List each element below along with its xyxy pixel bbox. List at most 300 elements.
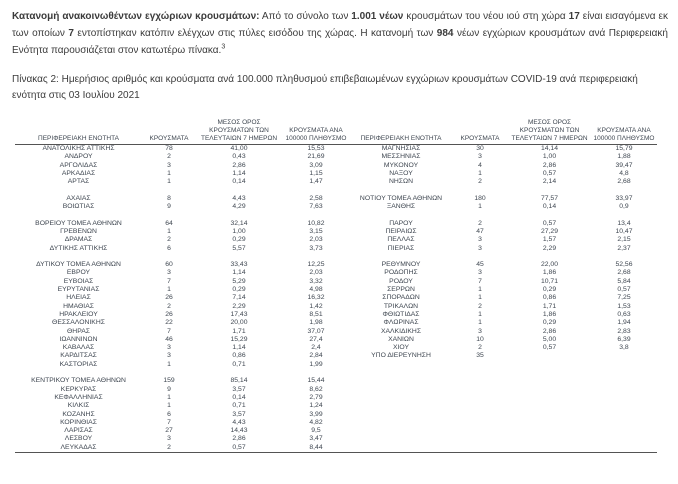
- cell-avg7-left: 15,29: [230, 335, 248, 343]
- cell-avg7-left: 1,14: [232, 344, 246, 352]
- cell-cases-right: 4: [478, 161, 482, 169]
- cell-cases-left: 7: [167, 277, 171, 285]
- cell-region-left: ΑΡΓΟΛΙΔΑΣ: [59, 161, 98, 169]
- cell-per100k-right: 4,8: [619, 169, 629, 177]
- cell-cases-right: 1: [478, 203, 482, 211]
- cell-avg7-left: 33,43: [230, 261, 248, 269]
- cell-cases-right: 180: [474, 194, 486, 202]
- cell-per100k-left: 2,03: [309, 269, 323, 277]
- cell-avg7-right: 0,14: [542, 203, 557, 211]
- cell-cases-right: 2: [478, 178, 482, 186]
- cell-cases-left: 46: [165, 335, 173, 343]
- cell-region-left: ΕΥΒΟΙΑΣ: [63, 277, 94, 285]
- empty-cell: [350, 369, 452, 377]
- cell-avg7-right: [508, 386, 591, 394]
- table-row: [15, 261, 657, 269]
- cell-avg7-right: 2,14: [542, 178, 557, 186]
- intro-total-new-cases: 1.001 νέων: [351, 11, 404, 22]
- cell-avg7-right: 5,00: [542, 335, 557, 343]
- table-row: [15, 228, 657, 236]
- cell-cases-right: 1: [478, 310, 482, 318]
- cell-avg7-right: [508, 427, 591, 435]
- cell-cases-left: 1: [167, 227, 171, 235]
- cell-cases-right: [452, 361, 508, 369]
- intro-text-3: είναι εισαγόμενα εκ των οποίων: [12, 11, 668, 39]
- table-row: [15, 245, 657, 253]
- cell-per100k-right: [591, 377, 657, 385]
- cell-cases-left: 22: [165, 319, 173, 327]
- cell-region-right: [350, 411, 452, 419]
- cell-per100k-left: 2,4: [311, 344, 321, 352]
- table-row: [15, 294, 657, 302]
- cell-per100k-left: 2,79: [309, 393, 323, 401]
- cell-per100k-right: 2,83: [617, 327, 631, 335]
- cell-region-right: ΤΡΙΚΑΛΩΝ: [383, 302, 419, 310]
- table-row: [15, 328, 657, 336]
- empty-cell: [508, 211, 591, 219]
- cell-avg7-right: 10,71: [540, 277, 558, 285]
- column-header-region-left: ΠΕΡΙΦΕΡΕΙΑΚΗ ΕΝΟΤΗΤΑ: [15, 119, 142, 145]
- empty-cell: [452, 211, 508, 219]
- cell-region-left: ΚΑΒΑΛΑΣ: [62, 344, 95, 352]
- empty-cell: [196, 369, 282, 377]
- intro-bold-lead: Κατανομή ανακοινωθέντων εγχώριων κρουσμάτων:: [12, 11, 260, 22]
- cell-cases-right: [452, 427, 508, 435]
- cell-region-right: ΥΠΟ ΔΙΕΡΕΥΝΗΣΗ: [371, 352, 431, 360]
- cell-per100k-right: 2,37: [617, 244, 631, 252]
- empty-cell: [452, 369, 508, 377]
- cell-region-left: ΑΡΤΑΣ: [67, 178, 90, 186]
- cell-per100k-left: 9,5: [311, 427, 321, 435]
- empty-cell: [508, 369, 591, 377]
- empty-cell: [350, 211, 452, 219]
- cell-cases-left: 1: [167, 402, 171, 410]
- table-row: [15, 344, 657, 352]
- cell-avg7-right: [508, 352, 591, 360]
- cell-per100k-left: 15,53: [307, 145, 325, 152]
- cell-cases-right: 3: [478, 153, 482, 161]
- cell-avg7-left: 4,43: [232, 194, 246, 202]
- cell-cases-right: 47: [476, 227, 484, 235]
- cell-per100k-left: 21,69: [307, 153, 325, 161]
- cell-avg7-right: 27,29: [540, 227, 558, 235]
- cell-per100k-left: 1,24: [309, 402, 323, 410]
- cell-avg7-left: 85,14: [230, 377, 248, 385]
- cell-region-left: ΔΥΤΙΚΟΥ ΤΟΜΕΑ ΑΘΗΝΩΝ: [36, 261, 121, 269]
- cell-avg7-left: 0,57: [196, 444, 282, 453]
- cell-region-left: ΚΑΡΔΙΤΣΑΣ: [60, 352, 97, 360]
- cell-cases-left: 6: [167, 410, 171, 418]
- cell-cases-left: 26: [165, 294, 173, 302]
- cell-region-left: ΔΥΤΙΚΗΣ ΑΤΤΙΚΗΣ: [49, 244, 108, 252]
- cell-avg7-right: [508, 361, 591, 369]
- spacer-row: [15, 186, 657, 194]
- cell-cases-right: 1: [478, 169, 482, 177]
- cell-per100k-right: 0,63: [617, 310, 631, 318]
- cell-per100k-left: 3,47: [309, 435, 323, 443]
- cell-avg7-left: 7,14: [232, 294, 246, 302]
- cell-cases-right: 3: [478, 236, 482, 244]
- cell-cases-left: 3: [167, 435, 171, 443]
- table-row: [15, 336, 657, 344]
- cell-region-right: ΜΥΚΟΝΟΥ: [383, 161, 419, 169]
- cell-cases-left: 78: [165, 145, 173, 152]
- cell-cases-right: 2: [478, 344, 482, 352]
- cell-region-left: ΕΒΡΟΥ: [66, 269, 91, 277]
- table-row: [15, 170, 657, 178]
- cell-per100k-right: [591, 352, 657, 360]
- cell-avg7-left: 0,29: [232, 236, 246, 244]
- cell-cases-left: 1: [167, 360, 171, 368]
- table-row: [15, 286, 657, 294]
- cell-cases-left: 9: [167, 385, 171, 393]
- cell-cases-left: 159: [163, 377, 175, 385]
- cell-cases-left: 7: [167, 327, 171, 335]
- cell-cases-right: [452, 394, 508, 402]
- cell-per100k-left: 4,98: [309, 286, 323, 294]
- table-row: [15, 386, 657, 394]
- cell-cases-left: 3: [167, 344, 171, 352]
- cell-region-right: [350, 435, 452, 443]
- table-row: [15, 361, 657, 369]
- cell-per100k-left: 37,07: [307, 327, 325, 335]
- cell-region-right: ΠΑΡΟΥ: [389, 219, 413, 227]
- cell-region-right: ΡΟΔΟΠΗΣ: [384, 269, 418, 277]
- cell-avg7-right: [508, 394, 591, 402]
- cell-avg7-left: 14,43: [230, 427, 248, 435]
- cell-per100k-left: 1,15: [309, 169, 323, 177]
- regional-cases-table: [15, 119, 657, 453]
- cell-cases-left: 3: [167, 161, 171, 169]
- cell-cases-right: [452, 419, 508, 427]
- cell-cases-right: 35: [476, 352, 484, 360]
- cell-cases-left: 9: [167, 203, 171, 211]
- spacer-row: [15, 369, 657, 377]
- cell-per100k-right: [591, 444, 657, 453]
- empty-cell: [350, 186, 452, 194]
- cell-cases-left: 8: [167, 194, 171, 202]
- cell-region-right: ΠΕΛΛΑΣ: [387, 236, 415, 244]
- cell-avg7-left: 0,43: [232, 153, 246, 161]
- cell-cases-left: 60: [165, 261, 173, 269]
- cell-per100k-right: 0,9: [619, 203, 629, 211]
- empty-cell: [142, 211, 196, 219]
- cell-per100k-right: [591, 435, 657, 443]
- cell-cases-left: 3: [167, 269, 171, 277]
- cell-per100k-right: [591, 427, 657, 435]
- cell-cases-right: [452, 402, 508, 410]
- cell-avg7-right: 1,86: [542, 310, 557, 318]
- cell-region-right: [350, 377, 452, 385]
- cell-per100k-left: 8,51: [309, 310, 323, 318]
- cell-region-left: ΒΟΙΩΤΙΑΣ: [62, 203, 95, 211]
- cell-per100k-left: 2,84: [309, 352, 323, 360]
- cell-region-right: ΣΠΟΡΑΔΩΝ: [382, 294, 420, 302]
- intro-text-1: Από το σύνολο των: [259, 11, 352, 22]
- table-row: [15, 319, 657, 327]
- cell-cases-right: [452, 377, 508, 385]
- cell-cases-right: 2: [478, 302, 482, 310]
- spacer-row: [15, 211, 657, 219]
- cell-cases-right: 45: [476, 261, 484, 269]
- cell-avg7-right: [508, 419, 591, 427]
- cell-cases-right: [452, 435, 508, 443]
- cell-cases-left: 2: [142, 444, 196, 453]
- cell-per100k-right: 1,88: [617, 153, 631, 161]
- cell-per100k-left: 1,42: [309, 302, 323, 310]
- table-body: [15, 145, 657, 453]
- cell-region-right: ΧΙΟΥ: [392, 344, 410, 352]
- intro-gate-detected-cases: 7: [68, 28, 74, 39]
- empty-cell: [452, 186, 508, 194]
- cell-avg7-right: 0,86: [542, 294, 557, 302]
- cell-avg7-right: 2,86: [542, 327, 557, 335]
- cell-per100k-left: 27,4: [309, 335, 323, 343]
- cell-avg7-left: 5,29: [232, 277, 246, 285]
- footnote-reference: 3: [221, 43, 226, 51]
- intro-domestic-cases: 984: [436, 28, 454, 39]
- intro-paragraph: [12, 8, 668, 59]
- cell-region-right: ΦΛΩΡΙΝΑΣ: [383, 319, 419, 327]
- empty-cell: [508, 253, 591, 261]
- cell-avg7-right: 1,86: [542, 269, 557, 277]
- cell-region-right: ΝΟΤΙΟΥ ΤΟΜΕΑ ΑΘΗΝΩΝ: [359, 194, 443, 202]
- cell-region-right: ΧΑΛΚΙΔΙΚΗΣ: [380, 327, 422, 335]
- table-row: [15, 220, 657, 228]
- cell-per100k-left: 10,82: [307, 219, 325, 227]
- empty-cell: [15, 186, 142, 194]
- cell-region-left: ΚΙΛΚΙΣ: [67, 402, 90, 410]
- cell-cases-right: [452, 386, 508, 394]
- cell-per100k-right: 39,47: [615, 161, 633, 169]
- cell-per100k-right: 33,97: [615, 194, 633, 202]
- table-row: [15, 411, 657, 419]
- column-header-per100k-right: ΚΡΟΥΣΜΑΤΑ ΑΝΑ 100000 ΠΛΗΘΥΣΜΟ: [591, 119, 657, 145]
- table-row: [15, 195, 657, 203]
- cell-cases-left: 3: [167, 352, 171, 360]
- column-header-avg7-left: ΜΕΣΟΣ ΟΡΟΣ ΚΡΟΥΣΜΑΤΩΝ ΤΩΝ ΤΕΛΕΥΤΑΙΩΝ 7 ΗΜΕΡΩΝ: [196, 119, 282, 145]
- cell-avg7-right: [508, 411, 591, 419]
- table-row: [15, 236, 657, 244]
- cell-avg7-right: 0,57: [542, 169, 557, 177]
- intro-imported-cases: 17: [568, 11, 580, 22]
- table-row: [15, 269, 657, 277]
- empty-cell: [350, 253, 452, 261]
- table-row: [15, 427, 657, 435]
- empty-cell: [282, 186, 350, 194]
- cell-region-right: ΧΑΝΙΩΝ: [388, 335, 414, 343]
- cell-per100k-right: 10,47: [615, 227, 633, 235]
- cell-region-left: ΑΝΔΡΟΥ: [64, 153, 93, 161]
- empty-cell: [282, 369, 350, 377]
- cell-region-left: ΕΥΡΥΤΑΝΙΑΣ: [57, 286, 100, 294]
- cell-avg7-left: 5,57: [232, 244, 246, 252]
- cell-region-left: ΙΩΑΝΝΙΝΩΝ: [59, 335, 98, 343]
- empty-cell: [196, 186, 282, 194]
- cell-region-left: ΘΕΣΣΑΛΟΝΙΚΗΣ: [52, 319, 105, 327]
- table-caption: Πίνακας 2: Ημερήσιος αριθμός και κρούσματα ανά 100.000 πληθυσμού επιβεβαιωμένων εγχώριων κρουσμάτων COVID-19 ανά περιφερειακή ενότητα στις 03 Ιουλίου 2021: [12, 74, 638, 101]
- cell-avg7-left: 3,57: [232, 385, 246, 393]
- intro-text-2: κρουσμάτων του νέου ιού στη χώρα: [403, 11, 569, 22]
- cell-cases-right: 10: [476, 335, 484, 343]
- spacer-row: [15, 253, 657, 261]
- table-row: [15, 352, 657, 360]
- empty-cell: [591, 186, 657, 194]
- cell-per100k-right: [591, 386, 657, 394]
- cell-per100k-left: 3,09: [309, 161, 323, 169]
- cell-region-left: ΛΕΥΚΑΔΑΣ: [15, 444, 142, 453]
- cell-per100k-right: [591, 419, 657, 427]
- cell-per100k-right: 0,57: [617, 286, 631, 294]
- table-row: [15, 419, 657, 427]
- cell-avg7-left: 2,29: [232, 302, 246, 310]
- cell-cases-right: 7: [478, 277, 482, 285]
- empty-cell: [196, 211, 282, 219]
- cell-region-left: ΗΡΑΚΛΕΙΟΥ: [59, 310, 98, 318]
- cell-region-right: [350, 394, 452, 402]
- cell-region-left: ΑΡΚΑΔΙΑΣ: [61, 169, 96, 177]
- cell-per100k-left: 12,25: [307, 261, 325, 269]
- cell-region-left: ΒΟΡΕΙΟΥ ΤΟΜΕΑ ΑΘΗΝΩΝ: [35, 219, 122, 227]
- cell-avg7-left: 41,00: [230, 145, 248, 152]
- table-row: [15, 178, 657, 186]
- empty-cell: [282, 253, 350, 261]
- cell-per100k-left: 3,32: [309, 277, 323, 285]
- cell-avg7-left: 0,71: [232, 360, 246, 368]
- empty-cell: [142, 186, 196, 194]
- cell-avg7-left: 1,14: [232, 169, 246, 177]
- cell-avg7-right: 2,86: [542, 161, 557, 169]
- cell-region-left: ΗΛΕΙΑΣ: [66, 294, 91, 302]
- cell-avg7-right: 0,57: [542, 219, 557, 227]
- cell-avg7-left: 4,43: [232, 418, 246, 426]
- column-header-per100k-left: ΚΡΟΥΣΜΑΤΑ ΑΝΑ 100000 ΠΛΗΘΥΣΜΟ: [282, 119, 350, 145]
- cell-region-right: [350, 361, 452, 369]
- cell-cases-left: 1: [167, 178, 171, 186]
- cell-avg7-left: 0,86: [232, 352, 246, 360]
- cell-avg7-left: 1,14: [232, 269, 246, 277]
- intro-text-5: νέων εγχώριων κρουσμάτων ανά Περιφερειακή Ενότητα παρουσιάζεται στον κατωτέρω πίνακα.: [12, 28, 668, 56]
- table-row: [15, 278, 657, 286]
- cell-region-right: ΣΕΡΡΩΝ: [387, 286, 415, 294]
- empty-cell: [142, 369, 196, 377]
- cell-region-right: [350, 419, 452, 427]
- cell-avg7-right: 0,29: [542, 319, 557, 327]
- cell-per100k-right: 13,4: [617, 219, 631, 227]
- cell-per100k-right: 15,79: [615, 145, 633, 152]
- cell-region-right: ΡΟΔΟΥ: [389, 277, 413, 285]
- cell-avg7-left: 0,29: [232, 286, 246, 294]
- cell-avg7-left: 0,71: [232, 402, 246, 410]
- cell-cases-left: 2: [167, 236, 171, 244]
- cell-per100k-right: 2,15: [617, 236, 631, 244]
- cell-avg7-left: 1,71: [232, 327, 246, 335]
- table-row: [15, 435, 657, 443]
- cell-per100k-right: 52,56: [615, 261, 633, 269]
- cell-region-left: ΓΡΕΒΕΝΩΝ: [60, 227, 97, 235]
- cell-per100k-left: 15,44: [307, 377, 325, 385]
- cell-avg7-left: 17,43: [230, 310, 248, 318]
- cell-per100k-right: [591, 361, 657, 369]
- cell-avg7-left: 3,57: [232, 410, 246, 418]
- cell-region-left: ΚΟΡΙΝΘΙΑΣ: [60, 418, 97, 426]
- cell-region-right: ΠΕΙΡΑΙΩΣ: [385, 227, 417, 235]
- cell-cases-left: 27: [165, 427, 173, 435]
- table-row: [15, 153, 657, 161]
- cell-avg7-right: [508, 444, 591, 453]
- cell-per100k-right: [591, 402, 657, 410]
- cell-per100k-right: 5,84: [617, 277, 631, 285]
- cell-region-left: ΚΑΣΤΟΡΙΑΣ: [59, 360, 98, 368]
- table-row: [15, 402, 657, 410]
- table-row: [15, 444, 657, 453]
- cell-region-left: ΛΑΡΙΣΑΣ: [64, 427, 93, 435]
- cell-cases-right: [452, 411, 508, 419]
- cell-cases-right: 3: [478, 244, 482, 252]
- cell-avg7-right: 77,57: [540, 194, 558, 202]
- cell-per100k-left: 1,98: [309, 319, 323, 327]
- cell-avg7-right: [508, 435, 591, 443]
- empty-cell: [15, 211, 142, 219]
- table-row: [15, 394, 657, 402]
- table-row: [15, 303, 657, 311]
- cell-per100k-right: 3,8: [619, 344, 629, 352]
- empty-cell: [508, 186, 591, 194]
- cell-per100k-left: 4,82: [309, 418, 323, 426]
- cell-cases-left: 26: [165, 310, 173, 318]
- cell-per100k-left: 8,62: [309, 385, 323, 393]
- cell-cases-left: 2: [167, 153, 171, 161]
- cell-cases-left: 7: [167, 418, 171, 426]
- cell-cases-right: 2: [478, 219, 482, 227]
- cell-cases-left: 64: [165, 219, 173, 227]
- cell-cases-right: 30: [476, 145, 484, 152]
- cell-cases-right: 1: [478, 319, 482, 327]
- cell-region-right: ΜΑΓΝΗΣΙΑΣ: [381, 145, 421, 152]
- column-header-cases-left: ΚΡΟΥΣΜΑΤΑ: [142, 119, 196, 145]
- cell-per100k-left: 2,58: [309, 194, 323, 202]
- table-row: [15, 311, 657, 319]
- cell-region-left: ΗΜΑΘΙΑΣ: [63, 302, 94, 310]
- cell-cases-right: [452, 444, 508, 453]
- cell-region-right: ΠΙΕΡΙΑΣ: [387, 244, 415, 252]
- cell-per100k-left: 8,44: [282, 444, 350, 453]
- cell-per100k-right: 2,68: [617, 269, 631, 277]
- cell-avg7-right: [508, 402, 591, 410]
- column-header-avg7-right: ΜΕΣΟΣ ΟΡΟΣ ΚΡΟΥΣΜΑΤΩΝ ΤΩΝ ΤΕΛΕΥΤΑΙΩΝ 7 ΗΜΕΡΩΝ: [508, 119, 591, 145]
- cell-avg7-left: 1,00: [232, 227, 246, 235]
- cell-region-left: ΚΕΝΤΡΙΚΟΥ ΤΟΜΕΑ ΑΘΗΝΩΝ: [31, 377, 126, 385]
- cell-per100k-left: 3,99: [309, 410, 323, 418]
- cell-region-right: [350, 402, 452, 410]
- cell-region-right: ΦΘΙΩΤΙΔΑΣ: [382, 310, 420, 318]
- cell-avg7-right: 1,00: [542, 153, 557, 161]
- cell-per100k-left: 3,15: [309, 227, 323, 235]
- column-header-region-right: ΠΕΡΙΦΕΡΕΙΑΚΗ ΕΝΟΤΗΤΑ: [350, 119, 452, 145]
- cell-region-left: ΔΡΑΜΑΣ: [64, 236, 93, 244]
- cell-per100k-left: 1,99: [309, 360, 323, 368]
- empty-cell: [142, 253, 196, 261]
- cell-avg7-left: 2,86: [232, 161, 246, 169]
- cell-avg7-right: 1,57: [542, 236, 557, 244]
- cell-per100k-right: [591, 411, 657, 419]
- cell-cases-left: 1: [167, 393, 171, 401]
- cell-avg7-right: [508, 377, 591, 385]
- table-row: [15, 162, 657, 170]
- cell-region-right: [350, 386, 452, 394]
- empty-cell: [591, 253, 657, 261]
- cell-per100k-left: 16,32: [307, 294, 325, 302]
